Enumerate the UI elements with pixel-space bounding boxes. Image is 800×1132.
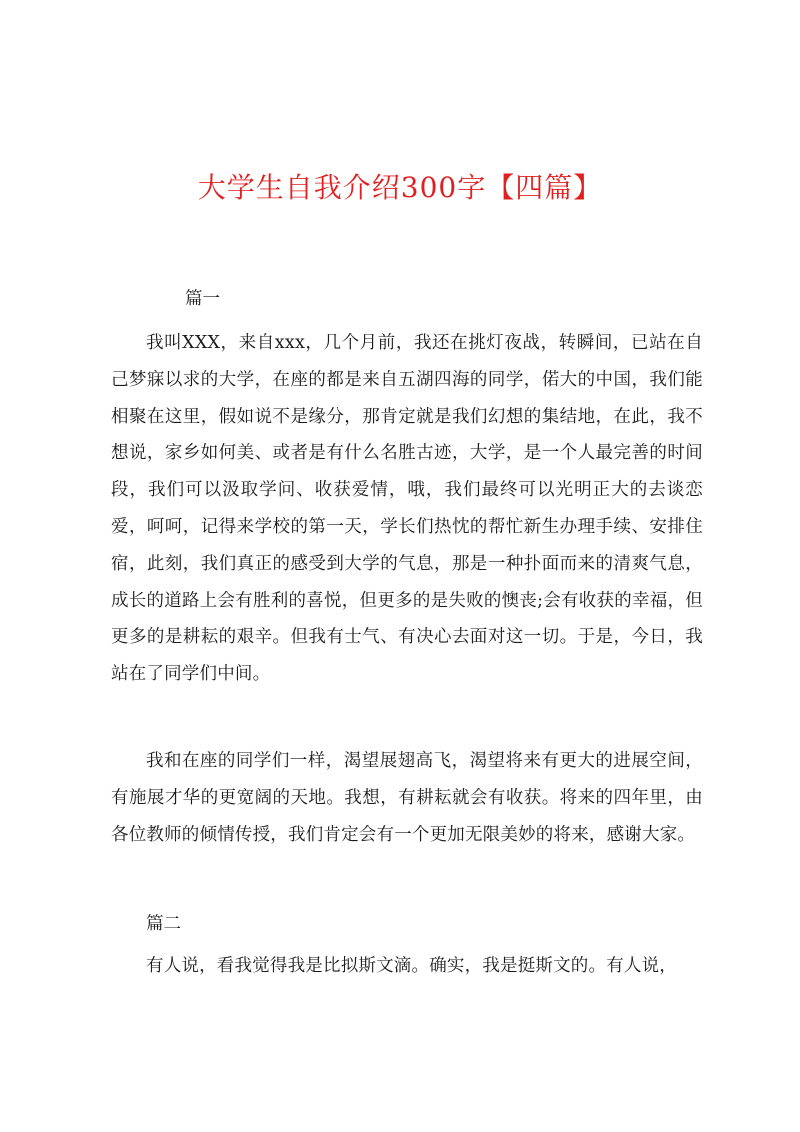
section-2-paragraph-1: 有人说，看我觉得我是比拟斯文滴。确实，我是挺斯文的。有人说， [146,956,677,976]
section-heading-2: 篇二 [146,914,181,934]
document-title: 大学生自我介绍300字【四篇】 [197,171,603,204]
section-1-paragraph-1: 我叫XXX，来自xxx，几个月前，我还在挑灯夜战，转瞬间，已站在自己梦寐以求的大学，在座的都是来自五湖四海的同学，偌大的中国，我们能相聚在这里，假如说不是缘分，那肯定就是我们幻想的集结地，在此，我不想说，家乡如何美、或者是有什么名胜古迹，大学，是一个人最完善的时间段，我们可以汲取学问、收获爱情，哦，我们最终可以光明正大的去谈恋爱，呵呵，记得来学校的第一天，学长们热忱的帮忙新生办理手续、安排住宿，此刻，我们真正的感受到大学的气息，那是一种扑面而来的清爽气息，成长的道路上会有胜利的喜悦，但更多的是失败的懊丧;会有收获的幸福，但更多的是耕耘的艰辛。但我有士气、有决心去面对这一切。于是，今日，我站在了同学们中间。 [111,333,703,685]
section-heading-1: 篇一 [185,289,220,309]
section-1-paragraph-2: 我和在座的同学们一样，渴望展翅高飞，渴望将来有更大的进展空间，有施展才华的更宽阔的天地。我想，有耕耘就会有收获。将来的四年里，由各位教师的倾情传授，我们肯定会有一个更加无限美妙的将来，感谢大家。 [111,751,703,845]
